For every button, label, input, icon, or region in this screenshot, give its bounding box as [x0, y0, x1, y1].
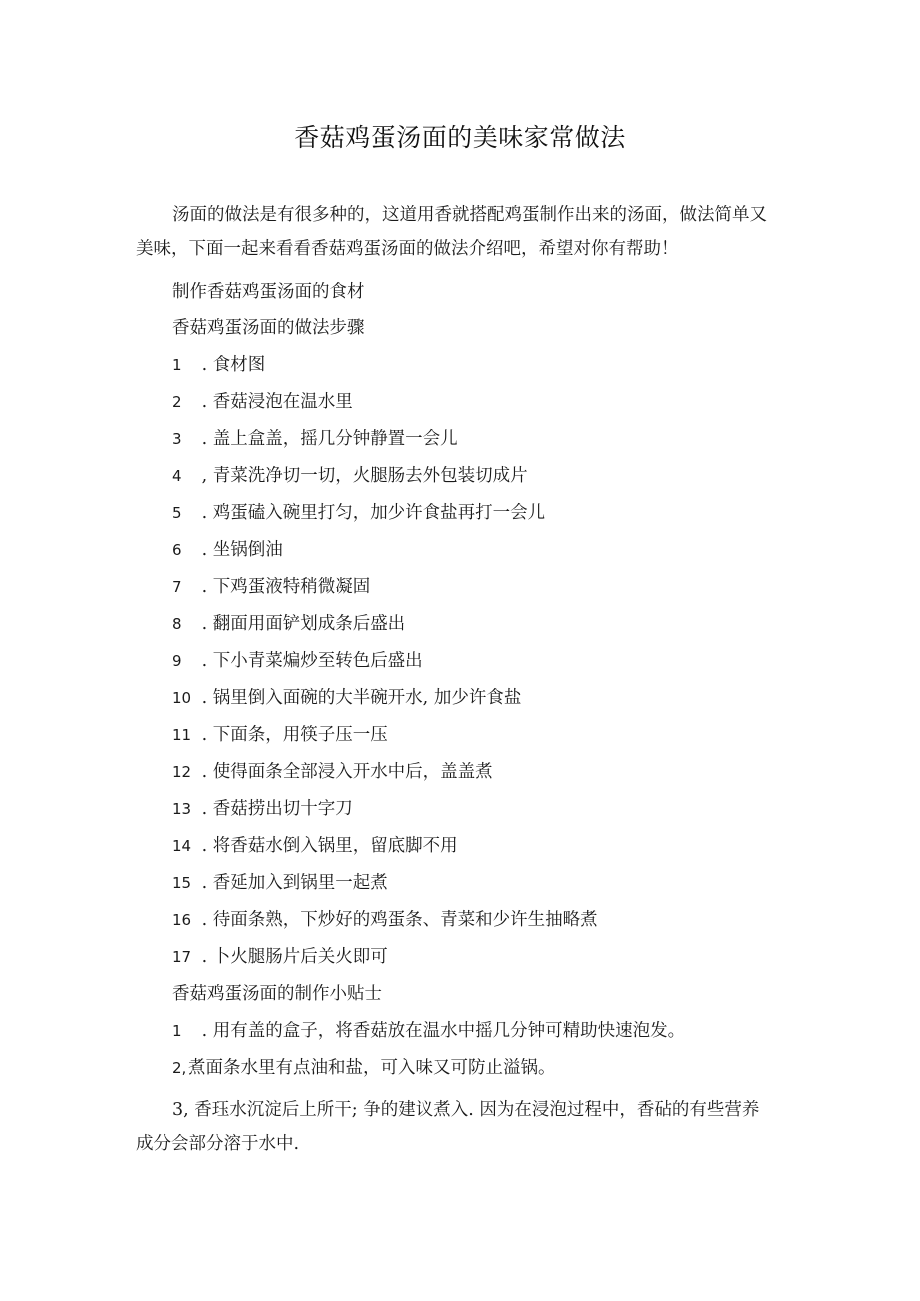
tip-number: 2,: [172, 1059, 187, 1077]
document-title: 香菇鸡蛋汤面的美味家常做法: [294, 123, 626, 152]
step-item: [172, 723, 388, 747]
tip-item-3: 3, 香珏水沉淀后上所干; 争的建议煮入. 因为在浸泡过程中，香砧的有些营养成分会部分溶于水中.: [136, 1100, 760, 1154]
tips-heading: 香菇鸡蛋汤面的制作小贴士: [172, 984, 382, 1004]
step-number: 17: [172, 948, 192, 966]
step-text: . 香菇捞出切十字刀: [196, 799, 353, 819]
step-number: 3: [172, 430, 182, 448]
step-text: . 翻面用面铲划成条后盛出: [196, 614, 406, 634]
tip-text: . 用有盖的盒子，将香菇放在温水中摇几分钟可精助快速泡发。: [196, 1021, 686, 1041]
step-item: [172, 908, 598, 932]
steps-heading: 香菇鸡蛋汤面的做法步骤: [172, 318, 365, 338]
step-item: [172, 686, 521, 710]
step-text: . 锅里倒入面碗的大半碗开水, 加少许食盐: [196, 688, 522, 708]
tip-item: [172, 1056, 556, 1080]
step-item: [172, 390, 353, 414]
step-item: [172, 945, 388, 969]
step-number: 7: [172, 578, 182, 596]
step-text: . 香菇浸泡在温水里: [196, 392, 353, 412]
step-item: [172, 649, 423, 673]
step-item: [172, 612, 405, 636]
step-text: . 下鸡蛋液特稍微凝固: [196, 577, 371, 597]
step-number: 5: [172, 504, 182, 522]
step-text: . 待面条熟，下炒好的鸡蛋条、青菜和少许生抽略煮: [196, 910, 598, 930]
step-number: 15: [172, 874, 192, 892]
step-number: 8: [172, 615, 182, 633]
step-number: 1: [172, 356, 182, 374]
step-text: . 坐锅倒油: [196, 540, 283, 560]
tip-item: [172, 1019, 685, 1043]
ingredients-heading: 制作香菇鸡蛋汤面的食材: [172, 282, 365, 302]
step-item: [172, 464, 528, 488]
step-number: 13: [172, 800, 192, 818]
step-item: [172, 427, 458, 451]
step-number: 9: [172, 652, 182, 670]
step-text: . 卜火腿肠片后关火即可: [196, 947, 388, 967]
step-number: 11: [172, 726, 192, 744]
step-item: [172, 501, 545, 525]
step-item: [172, 760, 493, 784]
step-number: 2: [172, 393, 182, 411]
step-text: . 盖上盒盖，摇几分钟静置一会儿: [196, 429, 458, 449]
step-text: . 使得面条全部浸入开水中后，盖盖煮: [196, 762, 493, 782]
step-item: [172, 353, 265, 377]
step-text: . 下面条，用筷子压一压: [196, 725, 388, 745]
step-text: . 下小青菜煸炒至转色后盛出: [196, 651, 423, 671]
tip-number: 1: [172, 1022, 182, 1040]
step-text: , 青菜洗净切一切，火腿肠去外包装切成片: [196, 466, 528, 486]
intro-paragraph: 汤面的做法是有很多种的，这道用香就搭配鸡蛋制作出来的汤面，做法简单又美味，下面一起来看看香菇鸡蛋汤面的做法介绍吧，希望对你有帮助！: [136, 205, 767, 259]
step-number: 12: [172, 763, 192, 781]
step-text: . 鸡蛋磕入碗里打匀，加少许食盐再打一会儿: [196, 503, 546, 523]
step-number: 4: [172, 467, 182, 485]
step-number: 10: [172, 689, 192, 707]
step-item: [172, 575, 370, 599]
step-number: 16: [172, 911, 192, 929]
step-text: . 将香菇水倒入锅里，留底脚不用: [196, 836, 458, 856]
step-text: . 食材图: [196, 355, 266, 375]
step-text: . 香延加入到锅里一起煮: [196, 873, 388, 893]
tip-text: 煮面条水里有点油和盐，可入味又可防止溢锅。: [188, 1058, 556, 1078]
step-number: 6: [172, 541, 182, 559]
step-item: [172, 797, 353, 821]
step-item: [172, 871, 388, 895]
step-item: [172, 538, 283, 562]
step-number: 14: [172, 837, 192, 855]
step-item: [172, 834, 458, 858]
